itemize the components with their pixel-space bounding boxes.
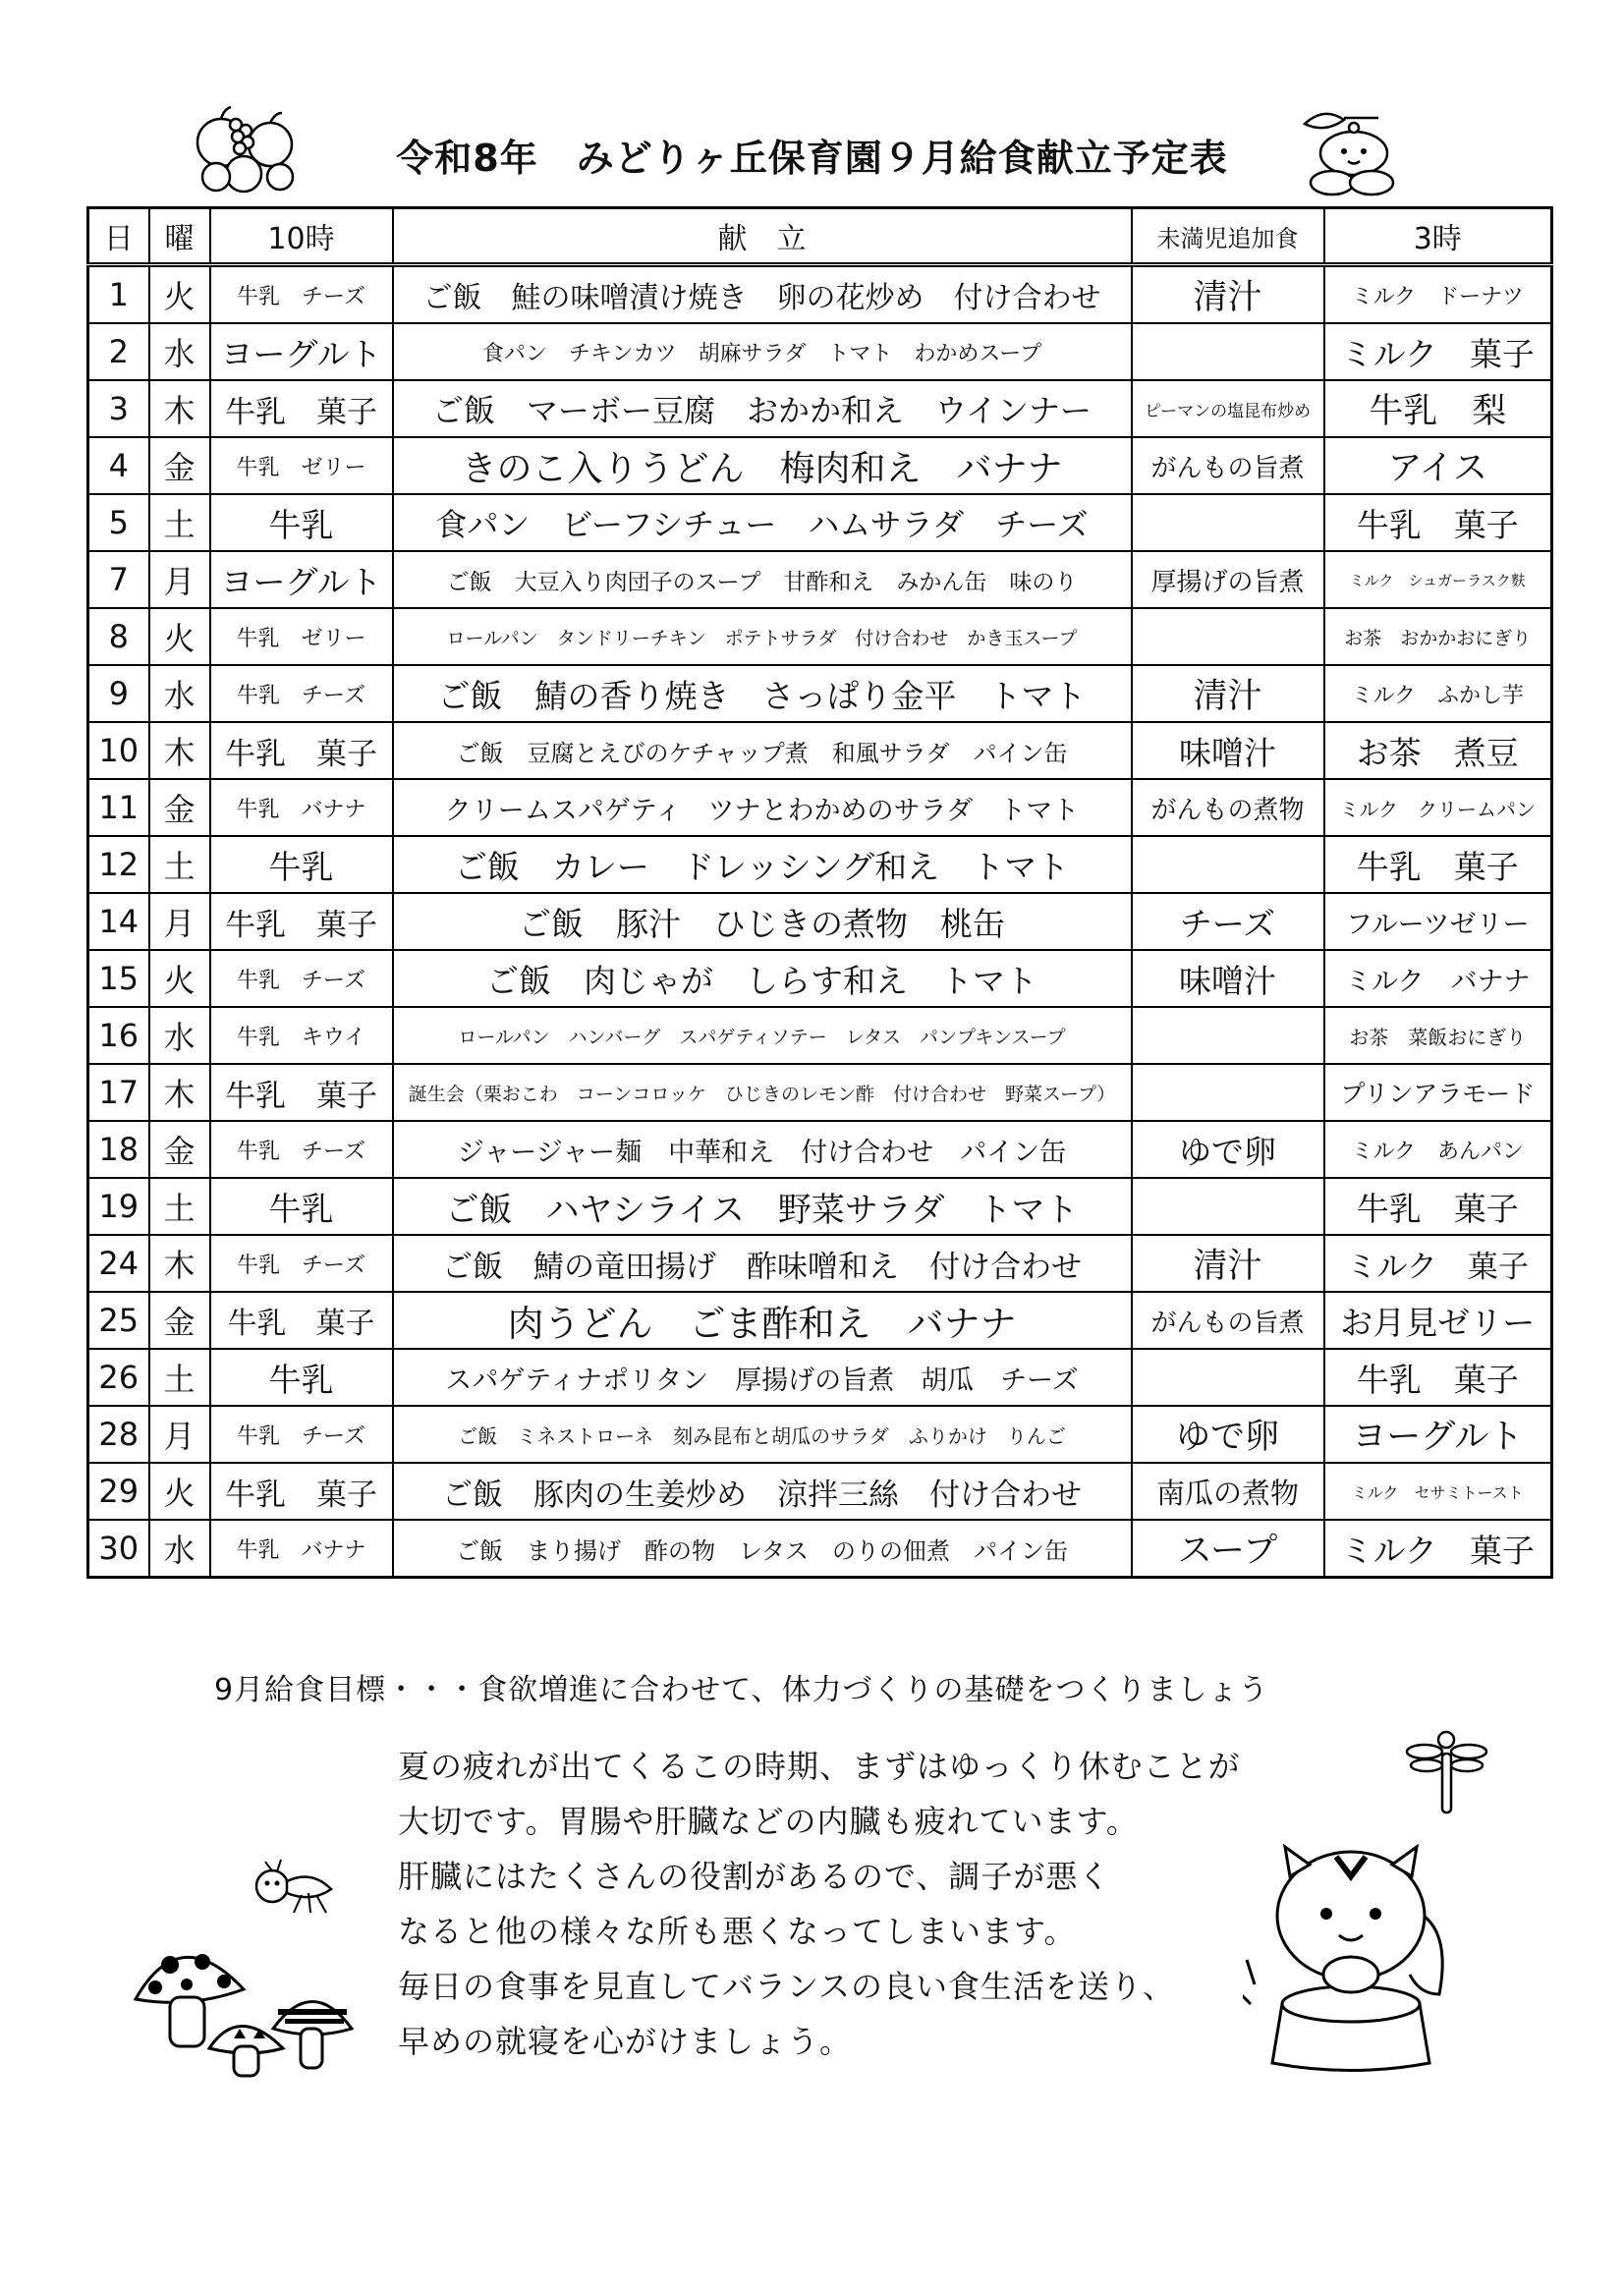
morning-snack-cell: 牛乳 菓子: [210, 1064, 393, 1121]
weekday-cell: 水: [149, 323, 210, 380]
afternoon-snack-cell: ミルク 菓子: [1324, 1235, 1552, 1292]
table-row: [88, 1235, 1552, 1292]
weekday-cell: 木: [149, 1064, 210, 1121]
day-cell: 30: [88, 1520, 149, 1578]
menu-cell: 肉うどん ごま酢和え バナナ: [393, 1292, 1132, 1349]
table-row: [88, 1520, 1552, 1578]
health-message: [398, 1739, 1241, 2069]
extra-food-cell: [1132, 836, 1324, 893]
menu-cell: 食パン ビーフシチュー ハムサラダ チーズ: [393, 494, 1132, 551]
fruit-basket-illustration: [187, 103, 309, 196]
table-row: [88, 1349, 1552, 1406]
afternoon-snack-cell: ミルク ふかし芋: [1324, 665, 1552, 722]
extra-food-cell: スープ: [1132, 1520, 1324, 1578]
menu-cell: 食パン チキンカツ 胡麻サラダ トマト わかめスープ: [393, 323, 1132, 380]
weekday-cell: 金: [149, 1121, 210, 1178]
afternoon-snack-cell: 牛乳 菓子: [1324, 1349, 1552, 1406]
table-row: [88, 1463, 1552, 1520]
afternoon-snack-cell: アイス: [1324, 437, 1552, 494]
table-row: [88, 608, 1552, 665]
header-menu: 献 立: [393, 208, 1132, 265]
weekday-cell: 月: [149, 1406, 210, 1463]
day-cell: 8: [88, 608, 149, 665]
weekday-cell: 火: [149, 265, 210, 324]
day-cell: 17: [88, 1064, 149, 1121]
extra-food-cell: [1132, 1007, 1324, 1064]
header-extra-food: 未満児追加食: [1132, 208, 1324, 265]
extra-food-cell: 味噌汁: [1132, 950, 1324, 1007]
morning-snack-cell: 牛乳 チーズ: [210, 265, 393, 324]
weekday-cell: 金: [149, 779, 210, 836]
header-day: 日: [88, 208, 149, 265]
extra-food-cell: 味噌汁: [1132, 722, 1324, 779]
extra-food-cell: [1132, 494, 1324, 551]
afternoon-snack-cell: ミルク セサミトースト: [1324, 1463, 1552, 1520]
day-cell: 4: [88, 437, 149, 494]
pot-character-illustration: [1295, 106, 1408, 199]
menu-cell: ジャージャー麺 中華和え 付け合わせ パイン缶: [393, 1121, 1132, 1178]
morning-snack-cell: 牛乳 菓子: [210, 380, 393, 437]
afternoon-snack-cell: お月見ゼリー: [1324, 1292, 1552, 1349]
menu-cell: クリームスパゲティ ツナとわかめのサラダ トマト: [393, 779, 1132, 836]
menu-cell: ご飯 カレー ドレッシング和え トマト: [393, 836, 1132, 893]
morning-snack-cell: 牛乳 ゼリー: [210, 608, 393, 665]
day-cell: 3: [88, 380, 149, 437]
morning-snack-cell: 牛乳 チーズ: [210, 665, 393, 722]
afternoon-snack-cell: ミルク クリームパン: [1324, 779, 1552, 836]
weekday-cell: 水: [149, 1007, 210, 1064]
day-cell: 24: [88, 1235, 149, 1292]
table-row: [88, 1064, 1552, 1121]
afternoon-snack-cell: ヨーグルト: [1324, 1406, 1552, 1463]
morning-snack-cell: 牛乳 バナナ: [210, 1520, 393, 1578]
morning-snack-cell: 牛乳 菓子: [210, 722, 393, 779]
morning-snack-cell: 牛乳 キウイ: [210, 1007, 393, 1064]
morning-snack-cell: 牛乳 チーズ: [210, 1406, 393, 1463]
table-row: [88, 380, 1552, 437]
afternoon-snack-cell: ミルク シュガーラスク麩: [1324, 551, 1552, 608]
menu-cell: ご飯 肉じゃが しらす和え トマト: [393, 950, 1132, 1007]
table-row: [88, 1292, 1552, 1349]
morning-snack-cell: 牛乳 ゼリー: [210, 437, 393, 494]
morning-snack-cell: ヨーグルト: [210, 551, 393, 608]
menu-cell: ロールパン タンドリーチキン ポテトサラダ 付け合わせ かき玉スープ: [393, 608, 1132, 665]
extra-food-cell: 清汁: [1132, 265, 1324, 324]
day-cell: 10: [88, 722, 149, 779]
day-cell: 19: [88, 1178, 149, 1235]
afternoon-snack-cell: ミルク あんパン: [1324, 1121, 1552, 1178]
table-row: [88, 722, 1552, 779]
extra-food-cell: がんもの旨煮: [1132, 1292, 1324, 1349]
mushrooms-illustration: [116, 1921, 362, 2088]
menu-cell: 誕生会（栗おこわ コーンコロッケ ひじきのレモン酢 付け合わせ 野菜スープ）: [393, 1064, 1132, 1121]
day-cell: 11: [88, 779, 149, 836]
afternoon-snack-cell: ミルク バナナ: [1324, 950, 1552, 1007]
weekday-cell: 月: [149, 893, 210, 950]
message-line: なると他の様々な所も悪くなってしまいます。: [398, 1913, 1077, 1950]
table-row: [88, 437, 1552, 494]
day-cell: 7: [88, 551, 149, 608]
extra-food-cell: [1132, 608, 1324, 665]
page-title: 令和8年 みどりヶ丘保育園９月給食献立予定表: [396, 137, 1228, 180]
afternoon-snack-cell: ミルク 菓子: [1324, 1520, 1552, 1578]
afternoon-snack-cell: 牛乳 梨: [1324, 380, 1552, 437]
menu-cell: ご飯 ハヤシライス 野菜サラダ トマト: [393, 1178, 1132, 1235]
extra-food-cell: [1132, 1349, 1324, 1406]
day-cell: 2: [88, 323, 149, 380]
header-weekday: 曜: [149, 208, 210, 265]
monthly-goal: 9月給食目標・・・食欲増進に合わせて、体力づくりの基礎をつくりましょう: [214, 1673, 1269, 1707]
header-afternoon-snack: 3時: [1324, 208, 1552, 265]
table-row: [88, 893, 1552, 950]
morning-snack-cell: 牛乳 チーズ: [210, 950, 393, 1007]
table-row: [88, 323, 1552, 380]
weekday-cell: 木: [149, 722, 210, 779]
weekday-cell: 土: [149, 836, 210, 893]
message-line: 毎日の食事を見直してバランスの良い食生活を送り、: [398, 1968, 1176, 2005]
table-row: [88, 1178, 1552, 1235]
table-header-row: [88, 208, 1552, 265]
menu-cell: ご飯 まり揚げ 酢の物 レタス のりの佃煮 パイン缶: [393, 1520, 1132, 1578]
dragonfly-illustration: [1405, 1724, 1488, 1817]
weekday-cell: 木: [149, 1235, 210, 1292]
table-row: [88, 1121, 1552, 1178]
afternoon-snack-cell: フルーツゼリー: [1324, 893, 1552, 950]
afternoon-snack-cell: 牛乳 菓子: [1324, 836, 1552, 893]
table-row: [88, 665, 1552, 722]
weekday-cell: 土: [149, 494, 210, 551]
morning-snack-cell: 牛乳: [210, 836, 393, 893]
table-row: [88, 494, 1552, 551]
menu-cell: ご飯 マーボー豆腐 おかか和え ウインナー: [393, 380, 1132, 437]
extra-food-cell: [1132, 1178, 1324, 1235]
table-row: [88, 779, 1552, 836]
weekday-cell: 火: [149, 608, 210, 665]
weekday-cell: 土: [149, 1178, 210, 1235]
menu-cell: ロールパン ハンバーグ スパゲティソテー レタス パンプキンスープ: [393, 1007, 1132, 1064]
morning-snack-cell: ヨーグルト: [210, 323, 393, 380]
extra-food-cell: ゆで卵: [1132, 1121, 1324, 1178]
day-cell: 16: [88, 1007, 149, 1064]
weekday-cell: 火: [149, 950, 210, 1007]
menu-cell: ご飯 鯖の香り焼き さっぱり金平 トマト: [393, 665, 1132, 722]
menu-cell: ご飯 鮭の味噌漬け焼き 卵の花炒め 付け合わせ: [393, 265, 1132, 324]
extra-food-cell: 清汁: [1132, 665, 1324, 722]
extra-food-cell: がんもの旨煮: [1132, 437, 1324, 494]
morning-snack-cell: 牛乳: [210, 1349, 393, 1406]
menu-cell: ご飯 豚汁 ひじきの煮物 桃缶: [393, 893, 1132, 950]
table-row: [88, 950, 1552, 1007]
message-line: 肝臓にはたくさんの役割があるので、調子が悪く: [398, 1858, 1111, 1895]
menu-cell: ご飯 鯖の竜田揚げ 酢味噌和え 付け合わせ: [393, 1235, 1132, 1292]
morning-snack-cell: 牛乳 菓子: [210, 893, 393, 950]
table-row: [88, 1406, 1552, 1463]
weekday-cell: 火: [149, 1463, 210, 1520]
message-line: 大切です。胃腸や肝臓などの内臓も疲れています。: [398, 1803, 1139, 1840]
weekday-cell: 水: [149, 665, 210, 722]
extra-food-cell: チーズ: [1132, 893, 1324, 950]
day-cell: 15: [88, 950, 149, 1007]
afternoon-snack-cell: プリンアラモード: [1324, 1064, 1552, 1121]
weekday-cell: 金: [149, 437, 210, 494]
day-cell: 9: [88, 665, 149, 722]
extra-food-cell: ゆで卵: [1132, 1406, 1324, 1463]
morning-snack-cell: 牛乳: [210, 1178, 393, 1235]
weekday-cell: 月: [149, 551, 210, 608]
day-cell: 18: [88, 1121, 149, 1178]
menu-table: [86, 206, 1553, 1579]
afternoon-snack-cell: お茶 菜飯おにぎり: [1324, 1007, 1552, 1064]
menu-cell: ご飯 豚肉の生姜炒め 涼拌三絲 付け合わせ: [393, 1463, 1132, 1520]
day-cell: 25: [88, 1292, 149, 1349]
afternoon-snack-cell: お茶 煮豆: [1324, 722, 1552, 779]
afternoon-snack-cell: 牛乳 菓子: [1324, 494, 1552, 551]
morning-snack-cell: 牛乳 チーズ: [210, 1121, 393, 1178]
extra-food-cell: 清汁: [1132, 1235, 1324, 1292]
table-row: [88, 265, 1552, 324]
menu-cell: ご飯 大豆入り肉団子のスープ 甘酢和え みかん缶 味のり: [393, 551, 1132, 608]
day-cell: 28: [88, 1406, 149, 1463]
extra-food-cell: がんもの煮物: [1132, 779, 1324, 836]
message-line: 夏の疲れが出てくるこの時期、まずはゆっくり休むことが: [398, 1748, 1241, 1785]
menu-cell: スパゲティナポリタン 厚揚げの旨煮 胡瓜 チーズ: [393, 1349, 1132, 1406]
afternoon-snack-cell: 牛乳 菓子: [1324, 1178, 1552, 1235]
extra-food-cell: [1132, 1064, 1324, 1121]
extra-food-cell: 厚揚げの旨煮: [1132, 551, 1324, 608]
table-row: [88, 551, 1552, 608]
afternoon-snack-cell: ミルク 菓子: [1324, 323, 1552, 380]
day-cell: 1: [88, 265, 149, 324]
message-line: 早めの就寝を心がけましょう。: [398, 2023, 853, 2060]
day-cell: 12: [88, 836, 149, 893]
morning-snack-cell: 牛乳: [210, 494, 393, 551]
day-cell: 26: [88, 1349, 149, 1406]
menu-cell: ご飯 豆腐とえびのケチャップ煮 和風サラダ パイン缶: [393, 722, 1132, 779]
extra-food-cell: ピーマンの塩昆布炒め: [1132, 380, 1324, 437]
weekday-cell: 金: [149, 1292, 210, 1349]
table-row: [88, 836, 1552, 893]
weekday-cell: 土: [149, 1349, 210, 1406]
day-cell: 5: [88, 494, 149, 551]
morning-snack-cell: 牛乳 バナナ: [210, 779, 393, 836]
squirrel-character-illustration: [1243, 1837, 1469, 2073]
extra-food-cell: 南瓜の煮物: [1132, 1463, 1324, 1520]
afternoon-snack-cell: お茶 おかかおにぎり: [1324, 608, 1552, 665]
table-row: [88, 1007, 1552, 1064]
menu-cell: ご飯 ミネストローネ 刻み昆布と胡瓜のサラダ ふりかけ りんご: [393, 1406, 1132, 1463]
morning-snack-cell: 牛乳 菓子: [210, 1292, 393, 1349]
morning-snack-cell: 牛乳 チーズ: [210, 1235, 393, 1292]
afternoon-snack-cell: ミルク ドーナツ: [1324, 265, 1552, 324]
weekday-cell: 木: [149, 380, 210, 437]
header-morning-snack: 10時: [210, 208, 393, 265]
menu-cell: きのこ入りうどん 梅肉和え バナナ: [393, 437, 1132, 494]
extra-food-cell: [1132, 323, 1324, 380]
day-cell: 29: [88, 1463, 149, 1520]
morning-snack-cell: 牛乳 菓子: [210, 1463, 393, 1520]
day-cell: 14: [88, 893, 149, 950]
grasshopper-illustration: [248, 1852, 346, 1921]
weekday-cell: 水: [149, 1520, 210, 1578]
